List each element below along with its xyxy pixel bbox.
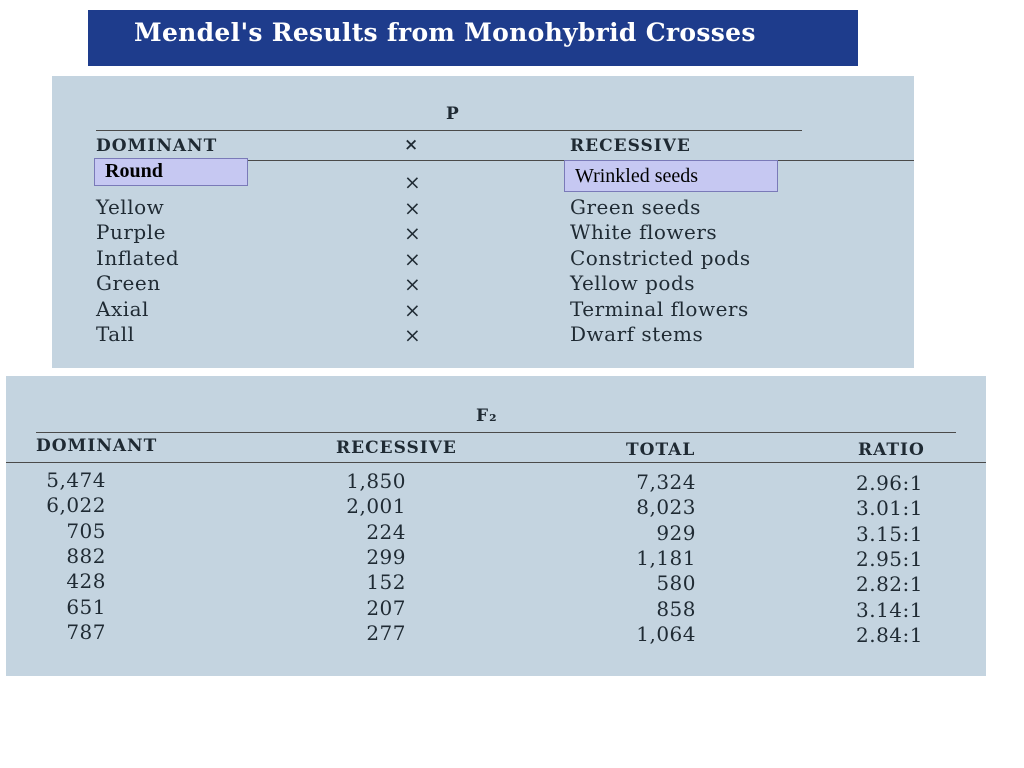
p-dominant-cell: Purple — [96, 220, 166, 244]
f2-recessive-cell: 299 — [366, 544, 406, 569]
p-cross-cell: × — [404, 272, 422, 296]
title-banner — [88, 10, 858, 66]
f2-ratio-cell: 2.96:1 — [856, 471, 923, 495]
f2-dominant-cell: 705 — [66, 518, 106, 543]
f2-dominant-cell: 651 — [66, 594, 106, 619]
p-col-recessive: RECESSIVE — [570, 136, 691, 156]
p-cross-cell: × — [404, 221, 422, 245]
f2-ratio-cell: 2.95:1 — [856, 546, 923, 571]
p-dominant-cell: Axial — [96, 296, 149, 321]
p-recessive-cell: Yellow pods — [570, 271, 696, 295]
f2-dominant-cell: 5,474 — [46, 468, 106, 492]
f2-recessive-cell: 207 — [366, 595, 406, 620]
f2-recessive-cell: 152 — [366, 570, 406, 595]
p-recessive-cell: Terminal flowers — [570, 296, 749, 321]
f2-col-recessive: RECESSIVE — [336, 438, 457, 458]
f2-table — [6, 376, 986, 676]
f2-col-ratio: RATIO — [858, 440, 925, 460]
f2-ratio-cell: 2.84:1 — [856, 622, 923, 647]
p-recessive-cell: Constricted pods — [570, 245, 751, 270]
f2-col-total: TOTAL — [626, 440, 696, 460]
f2-dominant-cell: 428 — [66, 569, 106, 594]
p-heading: P — [446, 104, 460, 124]
p-cross-cell: × — [404, 323, 422, 347]
f2-total-cell: 7,324 — [636, 470, 696, 494]
f2-ratio-cell: 3.15:1 — [856, 521, 923, 546]
p-dominant-cell: Green — [96, 271, 161, 295]
f2-ratio-cell: 3.14:1 — [856, 597, 923, 622]
p-col-cross: × — [404, 135, 420, 155]
f2-dominant-cell: 882 — [66, 543, 106, 568]
f2-header-rule — [6, 462, 986, 463]
f2-total-cell: 1,181 — [636, 545, 696, 570]
f2-total-cell: 929 — [656, 520, 696, 545]
p-cross-cell: × — [404, 195, 422, 220]
f2-total-cell: 1,064 — [636, 621, 696, 646]
f2-heading: F₂ — [476, 406, 498, 426]
p-table — [52, 76, 914, 368]
f2-recessive-cell: 2,001 — [346, 494, 406, 519]
f2-ratio-cell: 2.82:1 — [856, 572, 923, 597]
wrinkled-seeds-overlay-label: Wrinkled seeds — [564, 160, 778, 192]
p-recessive-cell: Dwarf stems — [570, 322, 704, 346]
p-cross-cell: × — [404, 170, 422, 194]
p-cross-cell: × — [404, 297, 422, 322]
p-col-dominant: DOMINANT — [96, 136, 218, 156]
f2-recessive-cell: 1,850 — [346, 469, 406, 493]
f2-top-rule — [36, 432, 956, 433]
p-dominant-cell: Inflated — [96, 245, 180, 270]
f2-dominant-cell: 6,022 — [46, 493, 106, 518]
p-dominant-cell: Yellow — [96, 194, 165, 219]
p-recessive-cell: Green seeds — [570, 194, 701, 219]
p-top-rule — [96, 130, 802, 131]
round-overlay-label: Round — [94, 158, 248, 186]
f2-ratio-cell: 3.01:1 — [856, 496, 923, 521]
f2-total-cell: 8,023 — [636, 495, 696, 520]
f2-dominant-cell: 787 — [66, 619, 106, 644]
f2-total-cell: 580 — [656, 571, 696, 596]
f2-col-dominant: DOMINANT — [36, 436, 158, 456]
f2-recessive-cell: 277 — [366, 620, 406, 645]
p-dominant-cell: Tall — [96, 322, 135, 346]
page-title: Mendel's Results from Monohybrid Crosses — [134, 18, 756, 47]
f2-total-cell: 858 — [656, 596, 696, 621]
f2-recessive-cell: 224 — [366, 519, 406, 544]
p-recessive-cell: White flowers — [570, 220, 718, 244]
p-cross-cell: × — [404, 246, 422, 271]
